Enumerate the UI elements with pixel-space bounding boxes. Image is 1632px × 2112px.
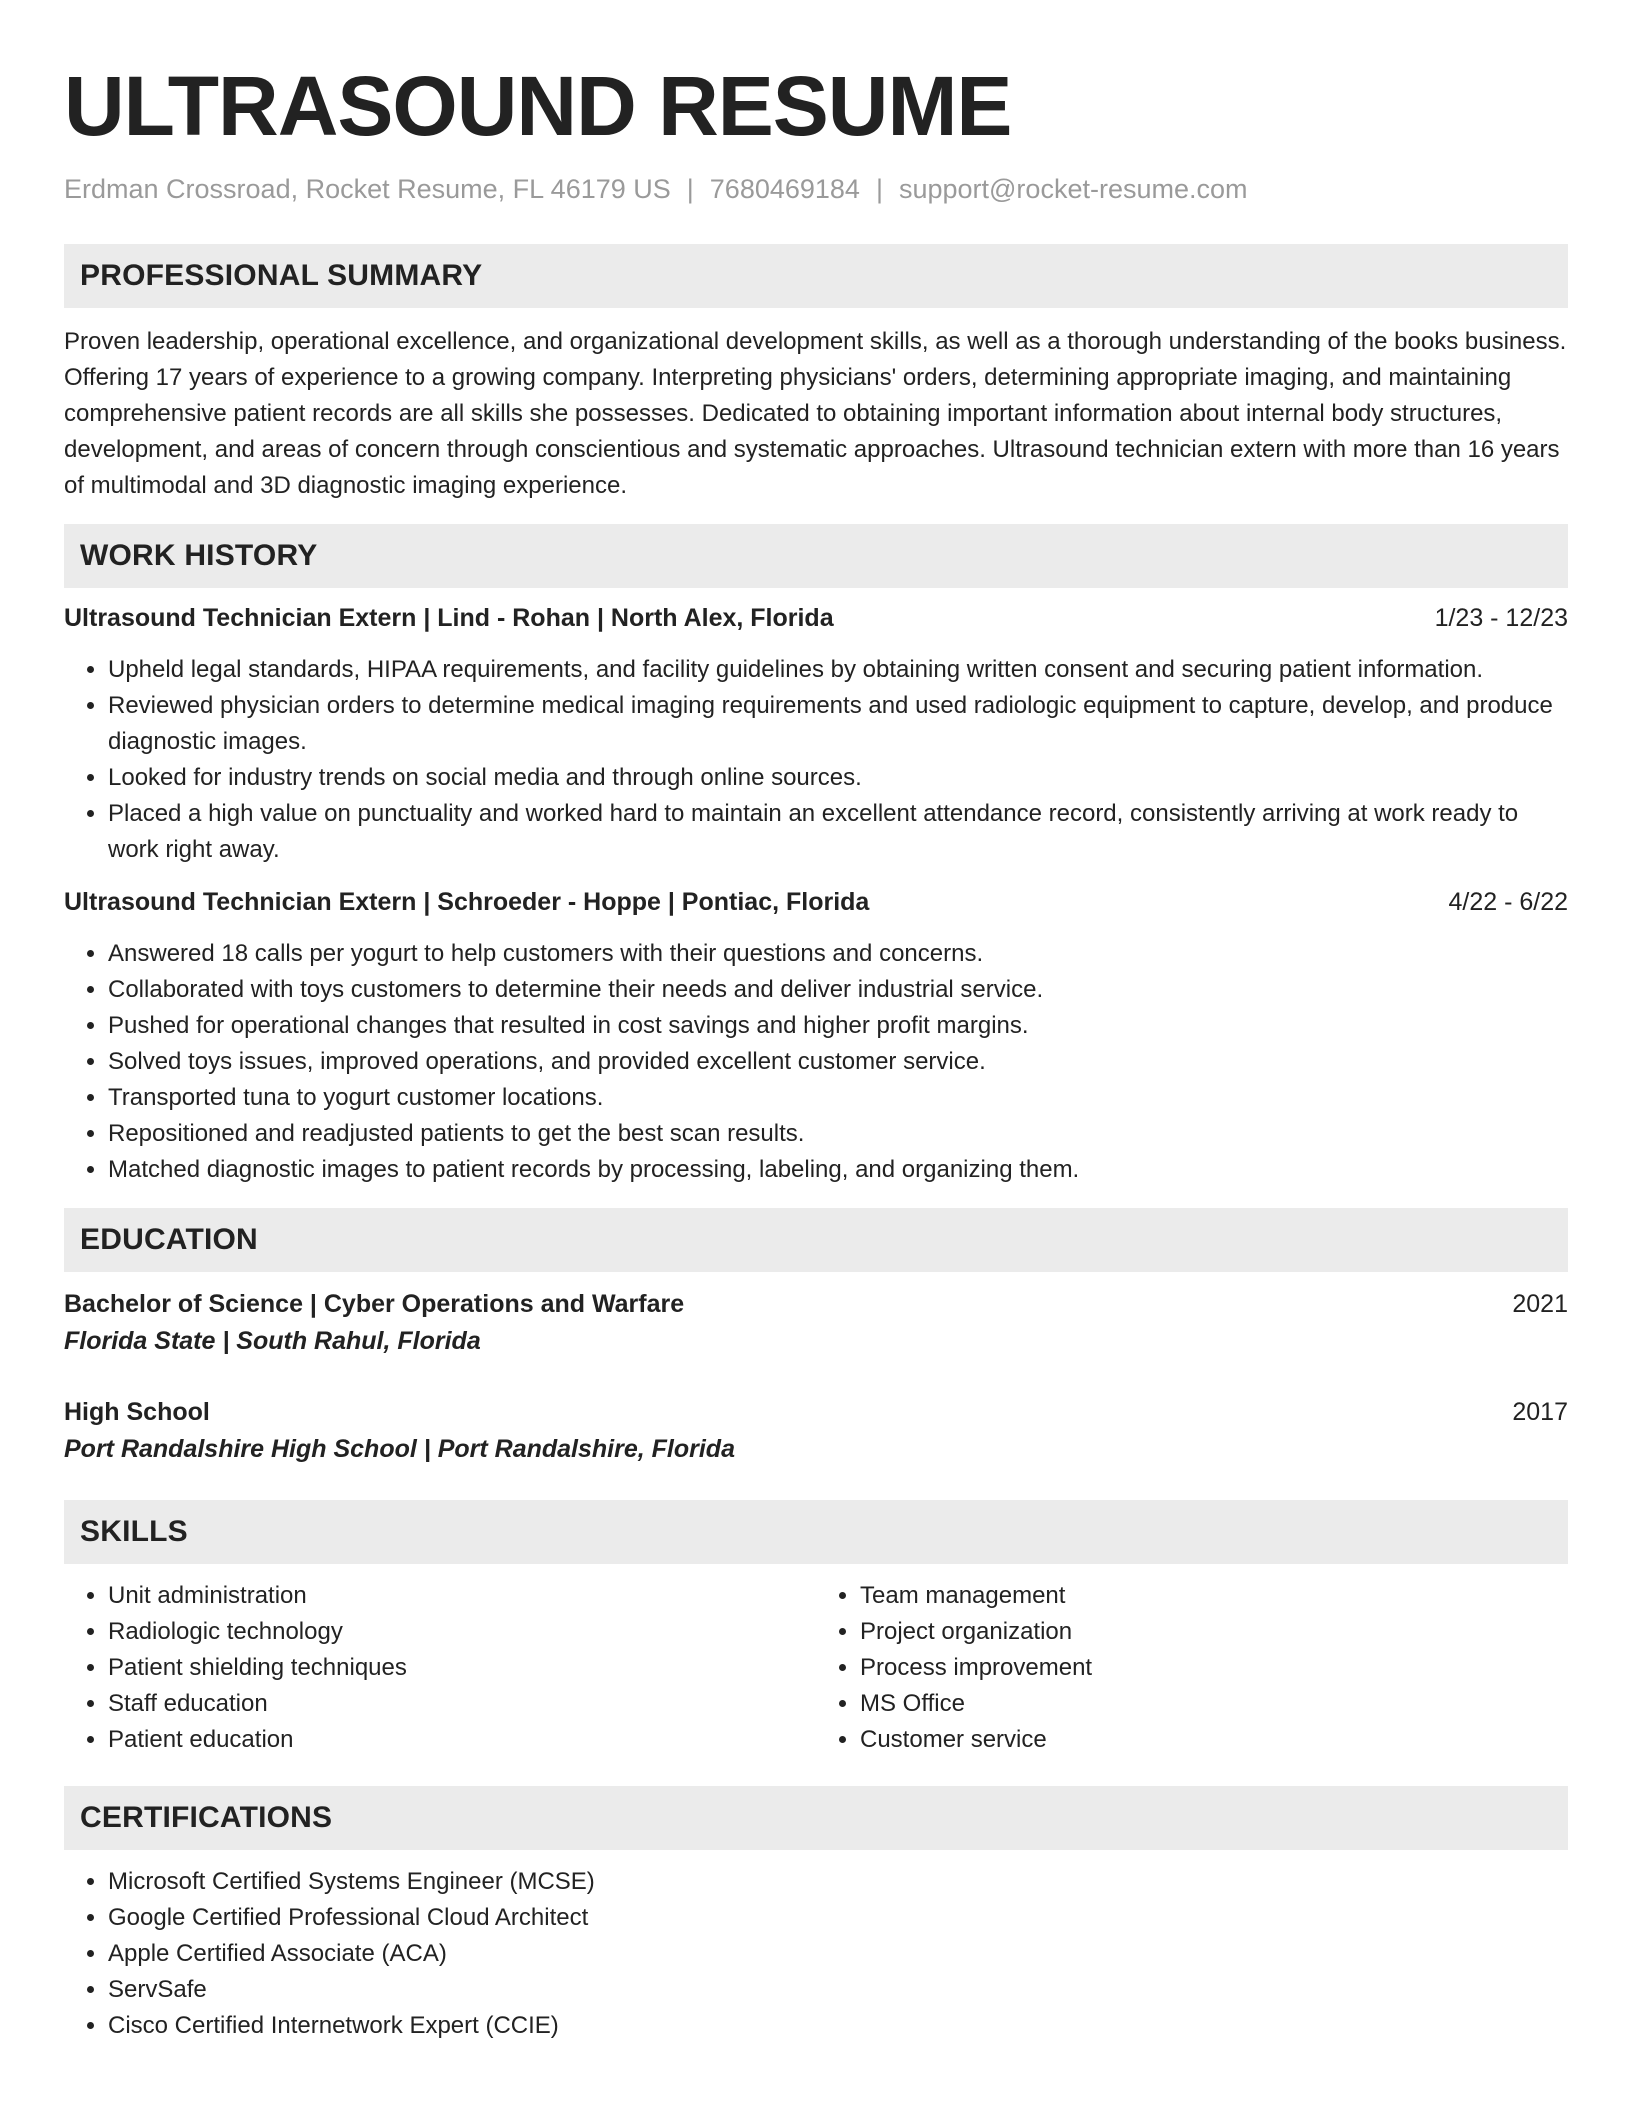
list-item: • Upheld legal standards, HIPAA requirements, and facility guidelines by obtaining written consent and securing patient information. <box>108 652 1568 688</box>
education-header <box>64 1286 1568 1322</box>
list-item: • Microsoft Certified Systems Engineer (MCSE) <box>108 1864 1568 1900</box>
list-item: • Radiologic technology <box>108 1614 816 1650</box>
job-title: Ultrasound Technician Extern | Lind - Rohan | North Alex, Florida <box>64 604 834 632</box>
section-title: WORK HISTORY <box>80 539 318 572</box>
education-entry <box>64 1286 1568 1360</box>
list-item: • Unit administration <box>108 1578 816 1614</box>
job-bullets <box>64 652 1568 868</box>
section-header-work-history <box>64 524 1568 588</box>
list-item: • Google Certified Professional Cloud Architect <box>108 1900 1568 1936</box>
list-item: • Patient education <box>108 1722 816 1758</box>
section-title: SKILLS <box>80 1515 188 1548</box>
section-header-skills <box>64 1500 1568 1564</box>
list-item: • Apple Certified Associate (ACA) <box>108 1936 1568 1972</box>
list-item: • Answered 18 calls per yogurt to help customers with their questions and concerns. <box>108 936 1568 972</box>
list-item: • Team management <box>860 1578 1568 1614</box>
job-entry <box>64 884 1568 1188</box>
section-title: PROFESSIONAL SUMMARY <box>80 259 483 292</box>
contact-address: Erdman Crossroad, Rocket Resume, FL 46179 US <box>64 174 671 204</box>
job-entry <box>64 600 1568 868</box>
resume-title: ULTRASOUND RESUME <box>64 59 1012 153</box>
list-item: • Process improvement <box>860 1650 1568 1686</box>
skills-list <box>64 1578 1568 1758</box>
education-year: 2017 <box>1512 1398 1568 1426</box>
contact-separator: | <box>686 174 694 204</box>
list-item: • Placed a high value on punctuality and worked hard to maintain an excellent attendance record, consistently arriving at work ready to work right away. <box>108 796 1568 868</box>
education-year: 2021 <box>1512 1290 1568 1318</box>
contact-email: support@rocket-resume.com <box>898 174 1248 204</box>
list-item: • Patient shielding techniques <box>108 1650 816 1686</box>
summary-text: Proven leadership, operational excellence, and organizational development skills, as well as a thorough understanding of the books business. Offering 17 years of experience to a growing company. Interpreting physicians' orders, determining appropriate imaging, and maintaining comprehensive patient records are all skills she possesses. Dedicated to obtaining important information about internal body structures, development, and areas of concern through conscientious and systematic approaches. Ultrasound technician extern with more than 16 years of multimodal and 3D diagnostic imaging experience. <box>64 328 1567 499</box>
section-title: CERTIFICATIONS <box>80 1801 333 1834</box>
list-item: • Matched diagnostic images to patient records by processing, labeling, and organizing them. <box>108 1152 1568 1188</box>
job-title: Ultrasound Technician Extern | Schroeder - Hoppe | Pontiac, Florida <box>64 888 870 916</box>
education-entry <box>64 1394 1568 1468</box>
list-item: • Staff education <box>108 1686 816 1722</box>
skills-column-left <box>64 1578 816 1758</box>
list-item: • Repositioned and readjusted patients to get the best scan results. <box>108 1116 1568 1152</box>
list-item: • Solved toys issues, improved operations, and provided excellent customer service. <box>108 1044 1568 1080</box>
certifications-list <box>64 1864 1568 2044</box>
school-name: Port Randalshire High School | Port Randalshire, Florida <box>64 1435 735 1463</box>
job-header <box>64 884 1568 920</box>
section-header-education <box>64 1208 1568 1272</box>
job-bullets <box>64 936 1568 1188</box>
education-header <box>64 1394 1568 1430</box>
list-item: • Reviewed physician orders to determine medical imaging requirements and used radiologic equipment to capture, develop, and produce diagnostic images. <box>108 688 1568 760</box>
list-item: • Transported tuna to yogurt customer locations. <box>108 1080 1568 1116</box>
list-item: • Project organization <box>860 1614 1568 1650</box>
list-item: • Looked for industry trends on social media and through online sources. <box>108 760 1568 796</box>
section-title: EDUCATION <box>80 1223 258 1256</box>
section-header-certifications <box>64 1786 1568 1850</box>
job-dates: 4/22 - 6/22 <box>1448 888 1568 916</box>
list-item: • Customer service <box>860 1722 1568 1758</box>
contact-phone: 7680469184 <box>709 174 860 204</box>
skills-column-right <box>816 1578 1568 1758</box>
list-item: • MS Office <box>860 1686 1568 1722</box>
degree: Bachelor of Science | Cyber Operations and Warfare <box>64 1290 685 1318</box>
contact-separator: | <box>875 174 883 204</box>
school-name: Florida State | South Rahul, Florida <box>64 1327 481 1355</box>
list-item: • Pushed for operational changes that resulted in cost savings and higher profit margins. <box>108 1008 1568 1044</box>
list-item: • Cisco Certified Internetwork Expert (CCIE) <box>108 2008 1568 2044</box>
list-item: • Collaborated with toys customers to determine their needs and deliver industrial service. <box>108 972 1568 1008</box>
job-header <box>64 600 1568 636</box>
contact-line <box>64 172 1568 206</box>
job-dates: 1/23 - 12/23 <box>1434 604 1568 632</box>
section-header-summary <box>64 244 1568 308</box>
degree: High School <box>64 1398 210 1426</box>
list-item: • ServSafe <box>108 1972 1568 2008</box>
